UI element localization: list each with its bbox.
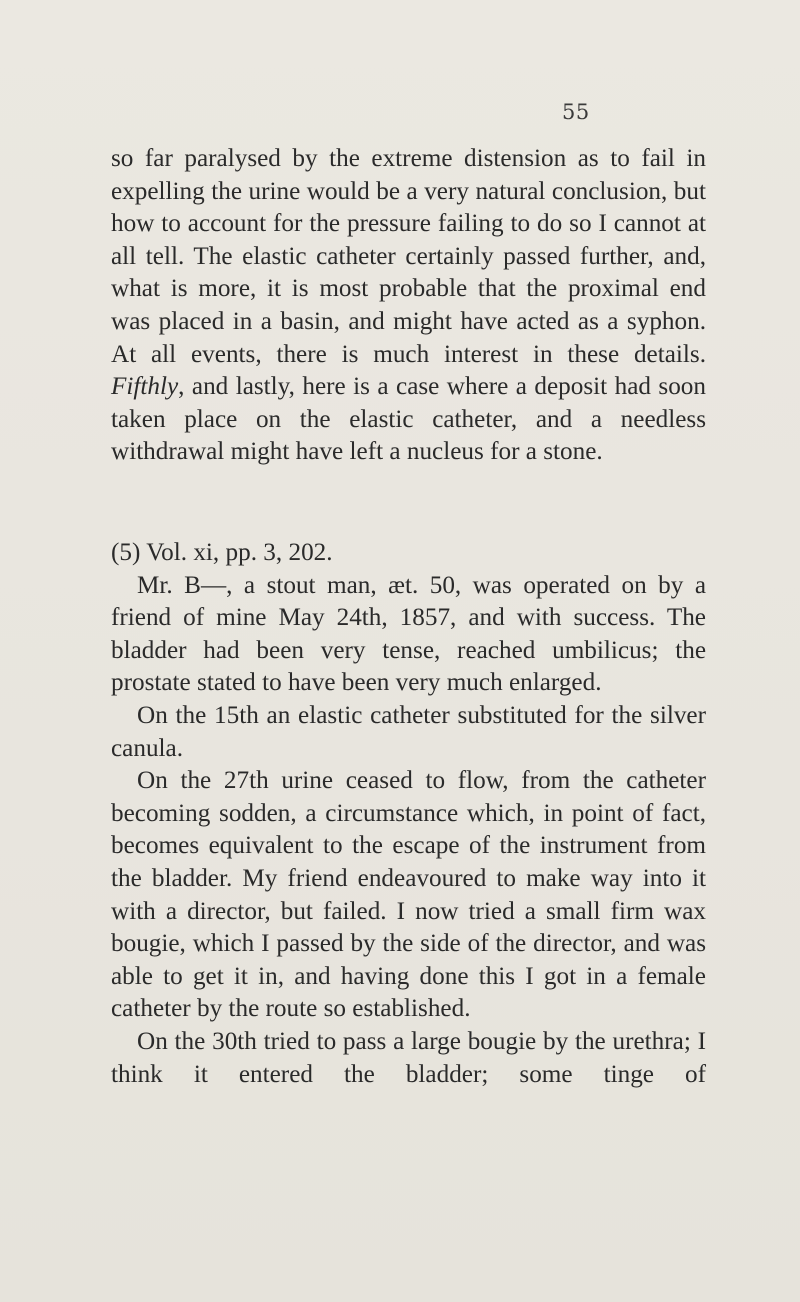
- case-paragraph-1: Mr. B—, a stout man, æt. 50, was operated on by a friend of mine May 24th, 1857, and with success. The bladder had been very tense, reached umbilicus; the prostate stated to have been very much enlarged.: [111, 571, 706, 697]
- page-number: 55: [562, 100, 590, 124]
- case-section: [111, 537, 706, 1091]
- continuation-paragraph: [111, 143, 706, 469]
- italic-word-fifthly: Fifthly: [111, 373, 179, 401]
- case-paragraph-4: On the 30th tried to pass a large bougie by the urethra; I think it entered the bladder; some tinge of: [111, 1027, 706, 1088]
- case-paragraph-2: On the 15th an elastic catheter substituted for the silver canula.: [111, 701, 706, 762]
- case-paragraph-3: On the 27th urine ceased to flow, from the catheter becoming sodden, a circumstance which, in point of fact, becomes equivalent to the escape of the instrument from the bladder. My friend endeavoured to make way into it with a director, but failed. I now tried a small firm wax bougie, which I passed by the side of the director, and was able to get it in, and having done this I got in a female catheter by the route so established.: [111, 767, 706, 1023]
- paragraph-continuation: [111, 143, 706, 469]
- continuation-text-after: , and lastly, here is a case where a deposit had soon taken place on the elastic catheter, and a needless withdrawal might have left a nucleus for a stone.: [111, 373, 706, 466]
- case-citation: (5) Vol. xi, pp. 3, 202.: [111, 539, 333, 566]
- continuation-text-before: so far paralysed by the extreme distension as to fail in expelling the urine would be a very natural conclusion, but how to account for the pressure failing to do so I cannot at all tell. The elastic catheter certainly passed further, and, what is more, it is most probable that the proximal end was placed in a basin, and might have acted as a syphon. At all events, there is much interest in these details.: [111, 145, 706, 368]
